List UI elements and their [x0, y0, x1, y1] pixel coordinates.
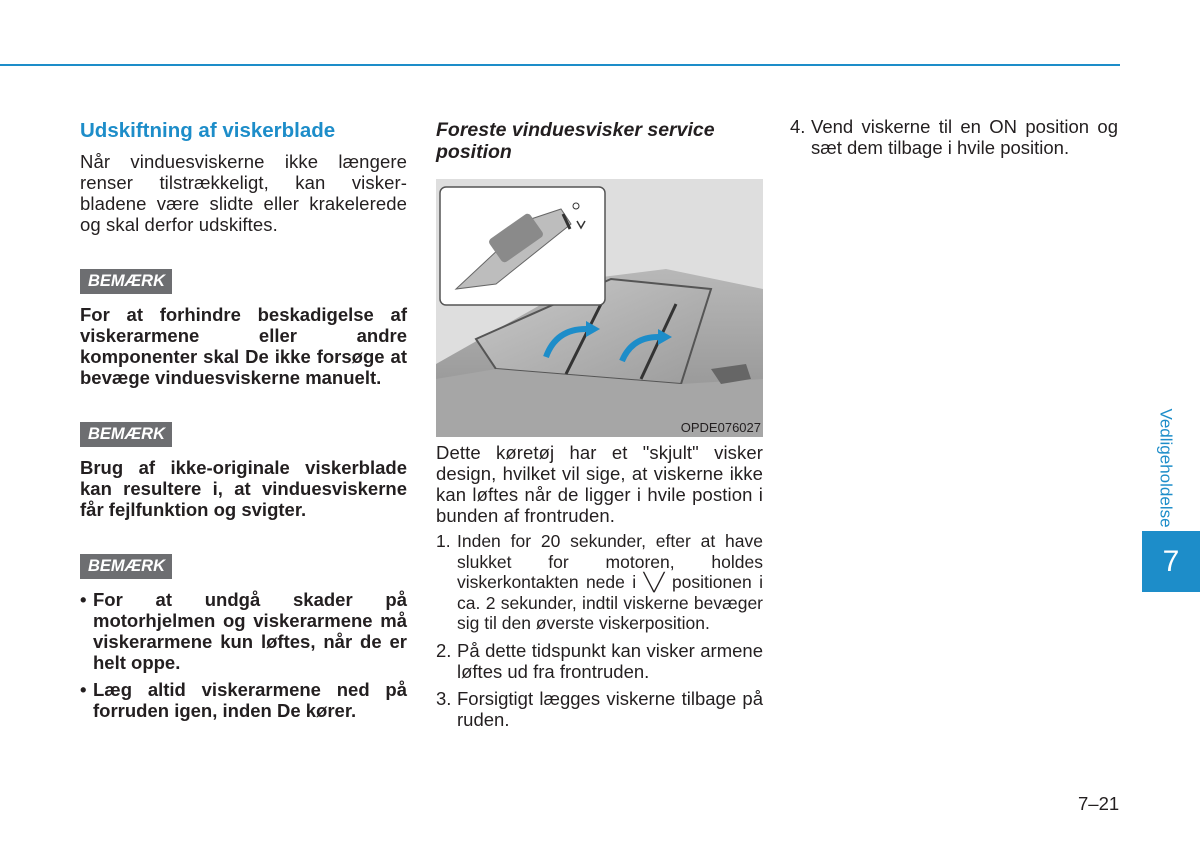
step-item: [436, 640, 763, 682]
header-rule: [0, 64, 1120, 66]
page-number: 7–21: [1078, 793, 1120, 814]
note-block-1: [80, 269, 407, 388]
figure-description: Dette køretøj har et "skjult" visker design, hvilket vil sige, at viskerne ikke kan løftes når de ligger i hvile postion i bunden af frontruden.: [436, 442, 763, 526]
note-text: Brug af ikke-originale viskerblade kan resultere i, at vinduesviskerne får fejlfunktion og svigter.: [80, 457, 407, 520]
step-item: [790, 116, 1118, 158]
chapter-name: Vedligeholdelse: [1157, 408, 1177, 528]
step-text: På dette tidspunkt kan visker armene løftes ud fra frontruden.: [457, 639, 763, 682]
note-badge: BEMÆRK: [80, 269, 172, 294]
chapter-tab: 7: [1142, 531, 1200, 592]
step-text: Vend viskerne til en ON position og sæt dem tilbage i hvile position.: [811, 116, 1118, 158]
step-number: 4.: [790, 116, 806, 137]
chapter-side-label: [1151, 403, 1181, 533]
figure-code: OPDE076027: [680, 420, 761, 435]
note-bullet: [80, 589, 407, 673]
note-badge: BEMÆRK: [80, 554, 172, 579]
step-number: 3.: [436, 687, 452, 709]
wiper-service-figure: [436, 179, 763, 437]
bullet-text: For at undgå skader på motorhjelmen og viskerarmene må viskerarmene kun løftes, når de er helt oppe.: [93, 589, 407, 673]
note-badge: BEMÆRK: [80, 422, 172, 447]
note-block-2: [80, 422, 407, 520]
windshield-illustration: [436, 179, 763, 437]
step-number: 1.: [436, 531, 451, 551]
right-column: [790, 116, 1118, 164]
intro-paragraph: Når vinduesviskerne ikke længere renser tilstrækkeligt, kan visker-bladene være slidte eller krakelerede og skal derfor udskiftes.: [80, 151, 407, 235]
bullet-icon: •: [80, 589, 87, 610]
bullet-text: Læg altid viskerarmene ned på forruden igen, inden De kører.: [93, 679, 407, 721]
step-item: [436, 688, 763, 730]
section-title: Udskiftning af viskerblade: [80, 119, 336, 142]
note-text: For at forhindre beskadigelse af viskerarmene eller andre komponenter skal De ikke forsøge at bevæge vinduesviskerne manuelt.: [80, 304, 407, 388]
step-text: Forsigtigt lægges viskerne tilbage på ruden.: [457, 687, 763, 730]
subsection-title: Foreste vinduesvisker service position: [436, 119, 715, 163]
note-bullet-list: [80, 589, 407, 721]
step-number: 2.: [436, 639, 452, 661]
step-list: [436, 531, 763, 730]
step-item: [436, 531, 763, 634]
step-text: Inden for 20 sekunder, efter at have slukket for motoren, holdes viskerkontakten nede i ╲╱ positionen i ca. 2 sekunder, indtil viskerne bevæger sig til den øverste viskerposition.: [457, 531, 763, 633]
left-column: [80, 116, 407, 727]
note-block-3: [80, 554, 407, 721]
bullet-icon: •: [80, 679, 87, 700]
note-bullet: [80, 679, 407, 721]
middle-column: [436, 116, 763, 736]
